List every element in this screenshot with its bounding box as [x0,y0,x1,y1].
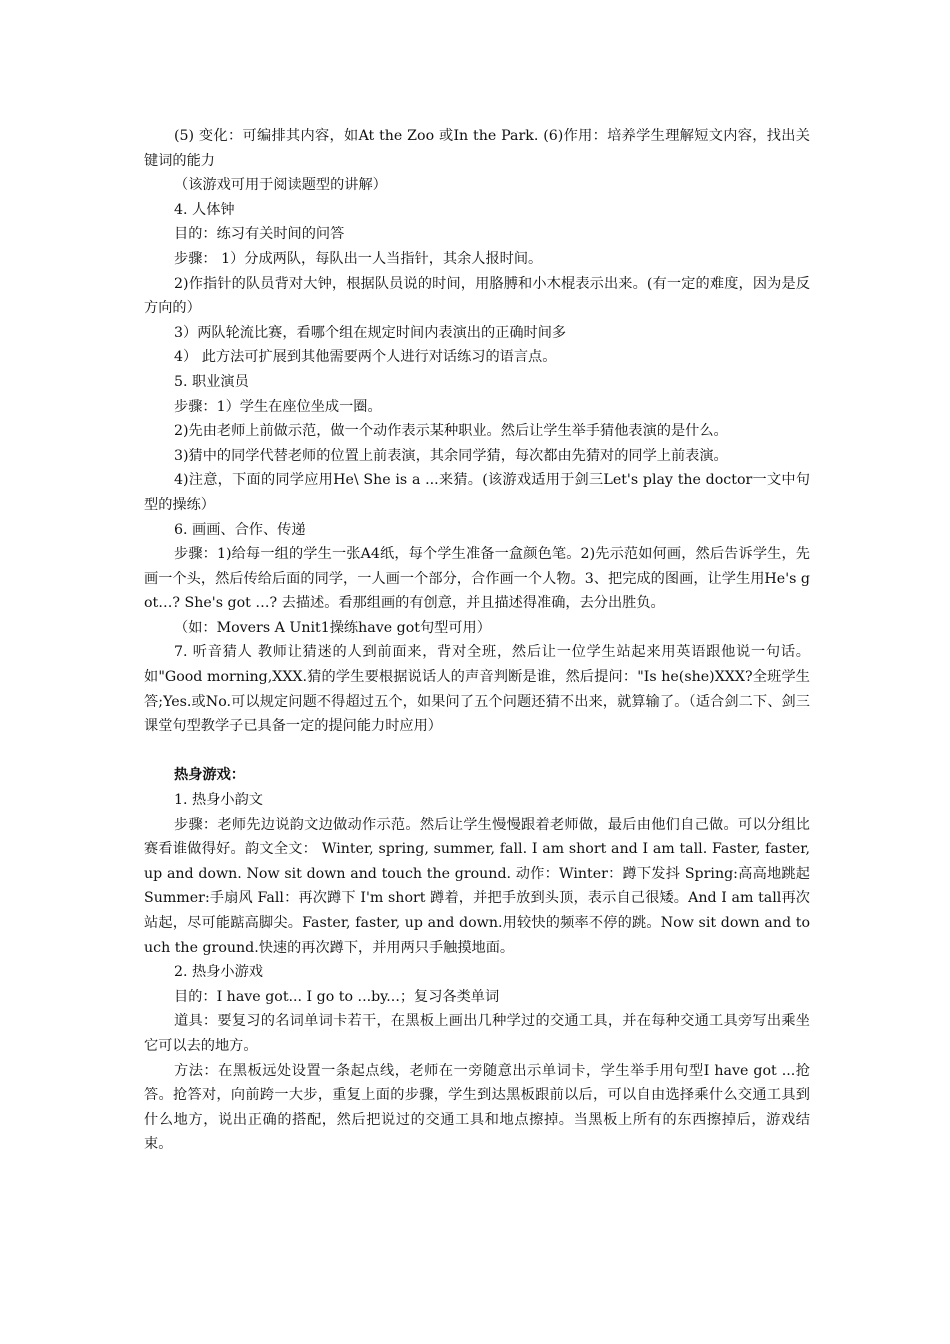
paragraph-drawing-note: （如：Movers A Unit1操练have got句型可用） [174,619,491,636]
paragraph-step-2: 2)作指针的队员背对大钟，根据队员说的时间，用胳膊和小木棍表示出来。(有一定的难度，因为是反方向的） [144,275,810,317]
paragraph-note-reading: （该游戏可用于阅读题型的讲解） [174,177,387,194]
paragraph-actor-step-3: 3)猜中的同学代替老师的位置上前表演，其余同学猜，每次都由先猜对的同学上前表演。 [174,447,728,464]
paragraph-purpose-time: 目的：练习有关时间的问答 [174,226,345,243]
paragraph-drawing-steps: 步骤：1)给每一组的学生一张A4纸，每个学生准备一盒颜色笔。2)先示范如何画，然后告诉学生，先画一个头，然后传给后面的同学，一人画一个部分，合作画一个人物。3、把完成的图画，让学生用He's got…? She's got …? 去描述。看那组画的有创意，并且描述得准确，去分出胜负。 [144,546,810,612]
paragraph-variation: (5) 变化：可编排其内容，如At the Zoo 或In the Park. (6)作用：培养学生理解短文内容，找出关键词的能力 [144,128,810,169]
paragraph-actor-step-1: 步骤：1）学生在座位坐成一圈。 [174,398,382,415]
paragraph-game-method: 方法：在黑板远处设置一条起点线，老师在一旁随意出示单词卡，学生举手用句型I have got ...抢答。抢答对，向前跨一大步，重复上面的步骤，学生到达黑板跟前以后，可以自由选择乘什么交通工具到什么地方，说出正确的搭配，然后把说过的交通工具和地点擦掉。当黑板上所有的东西擦掉后，游戏结束。 [144,1062,810,1153]
item-heading-drawing: 6. 画画、合作、传递 [174,521,306,538]
paragraph-game-purpose: 目的：I have got... I go to ...by...；复习各类单词 [174,988,500,1005]
paragraph-guess-person: 7. 听音猜人 教师让猜迷的人到前面来，背对全班，然后让一位学生站起来用英语跟他说一句话。如"Good morning,XXX.猜的学生要根据说话人的声音判断是谁，然后提问："Is he(she)XXX?全班学生答;Yes.或No.可以规定问题不得超过五个，如果问了五个问题还猜不出来，就算输了。（适合剑二下、剑三课堂句型教学子已具备一定的提问能力时应用） [144,644,810,735]
section-heading-warmup: 热身游戏： [174,767,245,784]
item-heading-body-clock: 4. 人体钟 [174,201,235,218]
paragraph-step-3: 3）两队轮流比赛，看哪个组在规定时间内表演出的正确时间多 [174,324,567,341]
paragraph-actor-step-4: 4)注意，下面的同学应用He\ She is a ...来猜。(该游戏适用于剑三Let's play the doctor一文中句型的操练） [144,472,810,513]
blank-line [144,739,810,764]
item-heading-warmup-game: 2. 热身小游戏 [174,964,263,981]
paragraph-game-props: 道具：要复习的名词单词卡若干，在黑板上画出几种学过的交通工具，并在每种交通工具旁写出乘坐它可以去的地方。 [144,1013,810,1054]
paragraph-step-1: 步骤： 1）分成两队，每队出一人当指针，其余人报时间。 [174,250,543,267]
item-heading-actor: 5. 职业演员 [174,373,249,390]
item-heading-rhyme: 1. 热身小韵文 [174,792,263,809]
paragraph-rhyme-steps: 步骤：老师先边说韵文边做动作示范。然后让学生慢慢跟着老师做，最后由他们自己做。可以分组比赛看谁做得好。韵文全文： Winter, spring, summer, fall. I am short and I am tall. Faster, faster, up and down. Now sit down and touch the ground. 动作：Winter：蹲下发抖 Spring:高高地跳起 Summer:手扇风 Fall：再次蹲下 I'm short 蹲着，并把手放到头顶，表示自己很矮。And I am tall再次站起，尽可能踮高脚尖。Faster, faster, up and down.用较快的频率不停的跳。Now sit down and touch the ground.快速的再次蹲下，并用两只手触摸地面。 [144,816,810,956]
paragraph-step-4: 4） 此方法可扩展到其他需要两个人进行对话练习的语言点。 [174,349,557,366]
paragraph-actor-step-2: 2)先由老师上前做示范，做一个动作表示某种职业。然后让学生举手猜他表演的是什么。 [174,423,728,440]
document-page [144,124,810,1157]
